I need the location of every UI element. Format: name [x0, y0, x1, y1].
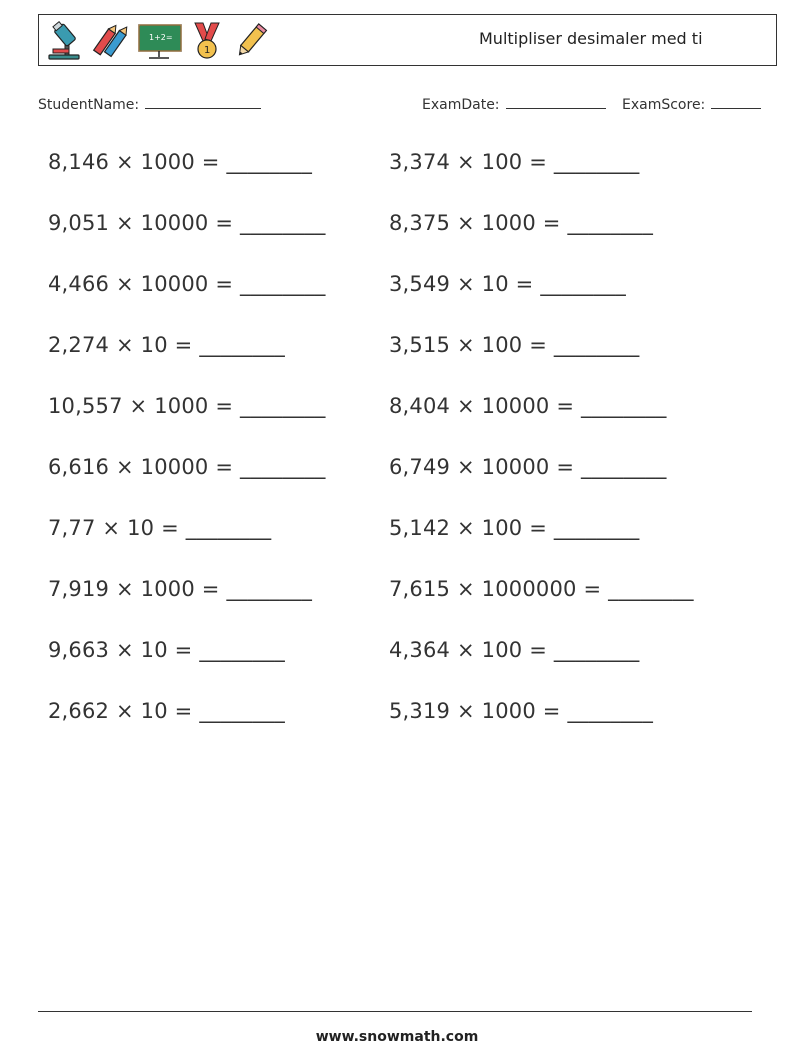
problem-right-3[interactable]: 3,549 × 10 = ________	[389, 272, 626, 296]
problem-left-9[interactable]: 9,663 × 10 = ________	[48, 638, 285, 662]
footer-url[interactable]: www.snowmath.com	[315, 1029, 479, 1045]
exam-date-label: ExamDate:	[422, 97, 500, 113]
worksheet-title: Multipliser desimaler med ti	[479, 29, 703, 48]
problem-left-10[interactable]: 2,662 × 10 = ________	[48, 699, 285, 723]
svg-text:1: 1	[204, 45, 211, 56]
student-name-label: StudentName:	[38, 97, 140, 113]
microscope-icon	[45, 21, 85, 61]
exam-date-field[interactable]	[422, 94, 606, 113]
exam-date-blank[interactable]	[506, 94, 606, 109]
crayons-icon	[91, 21, 131, 61]
problem-left-7[interactable]: 7,77 × 10 = ________	[48, 516, 272, 540]
problem-left-4[interactable]: 2,274 × 10 = ________	[48, 333, 285, 357]
problem-left-3[interactable]: 4,466 × 10000 = ________	[48, 272, 326, 296]
problem-right-4[interactable]: 3,515 × 100 = ________	[389, 333, 640, 357]
problem-left-5[interactable]: 10,557 × 1000 = ________	[48, 394, 326, 418]
chalkboard-text: 1+2=	[149, 33, 173, 42]
problem-left-2[interactable]: 9,051 × 10000 = ________	[48, 211, 326, 235]
problem-right-6[interactable]: 6,749 × 10000 = ________	[389, 455, 667, 479]
medal-icon	[189, 21, 225, 61]
problem-left-6[interactable]: 6,616 × 10000 = ________	[48, 455, 326, 479]
problem-right-10[interactable]: 5,319 × 1000 = ________	[389, 699, 654, 723]
problem-right-9[interactable]: 4,364 × 100 = ________	[389, 638, 640, 662]
problem-right-8[interactable]: 7,615 × 1000000 = ________	[389, 577, 694, 601]
problem-right-1[interactable]: 3,374 × 100 = ________	[389, 150, 640, 174]
student-name-field[interactable]	[38, 94, 261, 113]
chalkboard-icon	[137, 21, 183, 61]
worksheet-header	[38, 14, 777, 66]
header-icons	[45, 19, 271, 63]
problem-left-8[interactable]: 7,919 × 1000 = ________	[48, 577, 313, 601]
footer-divider	[38, 1011, 752, 1012]
pencil-icon	[231, 21, 271, 61]
problem-right-2[interactable]: 8,375 × 1000 = ________	[389, 211, 654, 235]
problem-right-5[interactable]: 8,404 × 10000 = ________	[389, 394, 667, 418]
exam-score-field[interactable]	[622, 94, 761, 113]
problem-right-7[interactable]: 5,142 × 100 = ________	[389, 516, 640, 540]
student-name-blank[interactable]	[145, 94, 261, 109]
exam-score-blank[interactable]	[711, 94, 761, 109]
problem-left-1[interactable]: 8,146 × 1000 = ________	[48, 150, 313, 174]
exam-score-label: ExamScore:	[622, 97, 706, 113]
